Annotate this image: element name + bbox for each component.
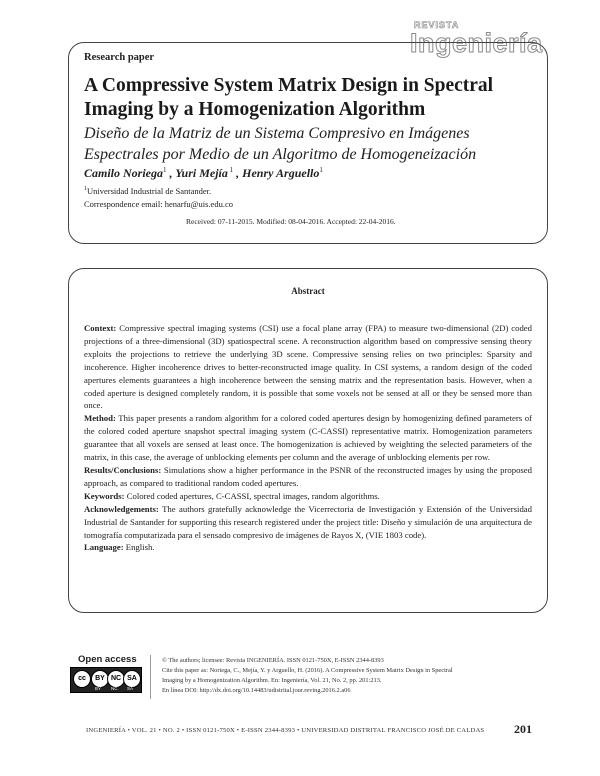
abstract-body	[84, 322, 532, 554]
license-line: Cite this paper as: Noriega, C., Mejía, Y. y Arguello, H. (2016). A Compressive System Matrix Design in Spectral	[162, 667, 453, 674]
abstract-context: Context: Compressive spectral imaging systems (CSI) use a focal plane array (FPA) to measure two-dimensional (2D) coded projections of a three-dimensional (3D) spatiospectral scene. A reconstruction algorithm based on compressive sensing theory exploits the projections to retrieve the underlying 3D scene. Compressive sensing relies on two principles: Sparsity and incoherence. Higher incoherence drives to better-reconstructed image quality. In CSI systems, a random design of the coded apertures elements guarantees a high incoherence between the sensing matrix and the representation basis. However, when a coded aperture is designed completely random, it is possible that some voxels not be sensed at all or they be sensed more than once.	[84, 323, 533, 411]
license-line: © The authors; licensee: Revista INGENIERÍA. ISSN 0121-750X, E-ISSN 2344-8393	[162, 657, 384, 664]
paper-type: Research paper	[84, 52, 155, 63]
affiliation-mark: 1	[163, 166, 167, 174]
abstract-results: Results/Conclusions: Simulations show a higher performance in the PSNR of the reconstructed images by using the proposed approach, as compared to traditional random coded apertures.	[84, 464, 533, 488]
author-name: Camilo Noriega	[84, 166, 164, 180]
journal-logo-small: REVISTA	[414, 20, 460, 30]
title-spanish: Diseño de la Matriz de un Sistema Compresivo en Imágenes Espectrales por Medio de un Algoritmo de Homogeneización	[84, 125, 477, 163]
abstract-acknowledgements: Acknowledgements: The authors gratefully acknowledge the Vicerrectoria de Investigación y Extensión of the Universidad Industrial de Santander for supporting this research registered under the project title: Diseño y simulación de una arquitectura de tomografía computarizada para el sensado compresivo de imágenes de Rayos X, (VIE 1803 code).	[84, 503, 533, 540]
submission-dates: Received: 07-11-2015. Modified: 08-04-2016. Accepted: 22-04-2016.	[186, 217, 396, 226]
abstract-keywords: Keywords: Colored coded apertures, C-CASSI, spectral images, random algorithms.	[84, 490, 380, 501]
affiliation-mark: 1	[319, 166, 323, 174]
license-line: Imaging by a Homogenization Algorithm. En: Ingeniería, Vol. 21, No. 2, pp. 201:213.	[162, 677, 382, 684]
doi-line[interactable]: En línea DOI: http://dx.doi.org/10.14483/udistrital.jour.reving.2016.2.a06	[162, 687, 351, 694]
author-list: Camilo Noriega$^1$ , Yuri Mejía $^1$ , Henry Arguello$^1$	[84, 166, 323, 180]
affiliation: $^1$Universidad Industrial de Santander.	[84, 186, 212, 196]
abstract-method: Method: This paper presents a random algorithm for a colored coded apertures design by homogenizing defined parameters of the colored coded aperture snapshot spectral imaging system (C-CASSI) representative matrix. Homogenization parameters guarantee that all voxels are sensed at least once. The homogenization is achieved by weighting the selected parameters of the matrix, in this case, the average of unblocking elements per column and the average of unblocking elements per row.	[84, 413, 532, 463]
abstract-box	[68, 268, 548, 613]
abstract-language: Language: English.	[84, 542, 155, 553]
noncommercial-icon: NC	[107, 670, 125, 688]
journal-logo-name: Ingeniería	[410, 28, 543, 58]
correspondence-email: Correspondence email: henarfu@uis.edu.co	[84, 199, 233, 209]
license-text	[162, 656, 542, 696]
title-english: A Compressive System Matrix Design in Spectral Imaging by a Homogenization Algorithm	[84, 75, 494, 120]
creative-commons-badge[interactable]	[70, 667, 142, 693]
cc-label-by: BY	[95, 686, 102, 691]
author-name: Henry Arguello	[242, 166, 320, 180]
sharealike-icon: SA	[123, 670, 141, 688]
cc-label-nc: NC	[111, 686, 118, 691]
abstract-heading: Abstract	[291, 286, 325, 296]
cc-label-sa: SA	[127, 686, 134, 691]
divider	[150, 655, 151, 699]
page-number: 201	[514, 722, 532, 736]
author-name: Yuri Mejía	[175, 166, 228, 180]
cc-icon: cc	[73, 670, 91, 688]
journal-footer: INGENIERÍA • VOL. 21 • NO. 2 • ISSN 0121-750X • E-ISSN 2344-8393 • UNIVERSIDAD DISTRITAL FRANCISCO JOSÉ DE CALDAS	[86, 727, 485, 734]
open-access-label: Open access	[78, 654, 137, 665]
affiliation-mark: 1	[227, 166, 234, 174]
attribution-icon: BY	[91, 670, 109, 688]
